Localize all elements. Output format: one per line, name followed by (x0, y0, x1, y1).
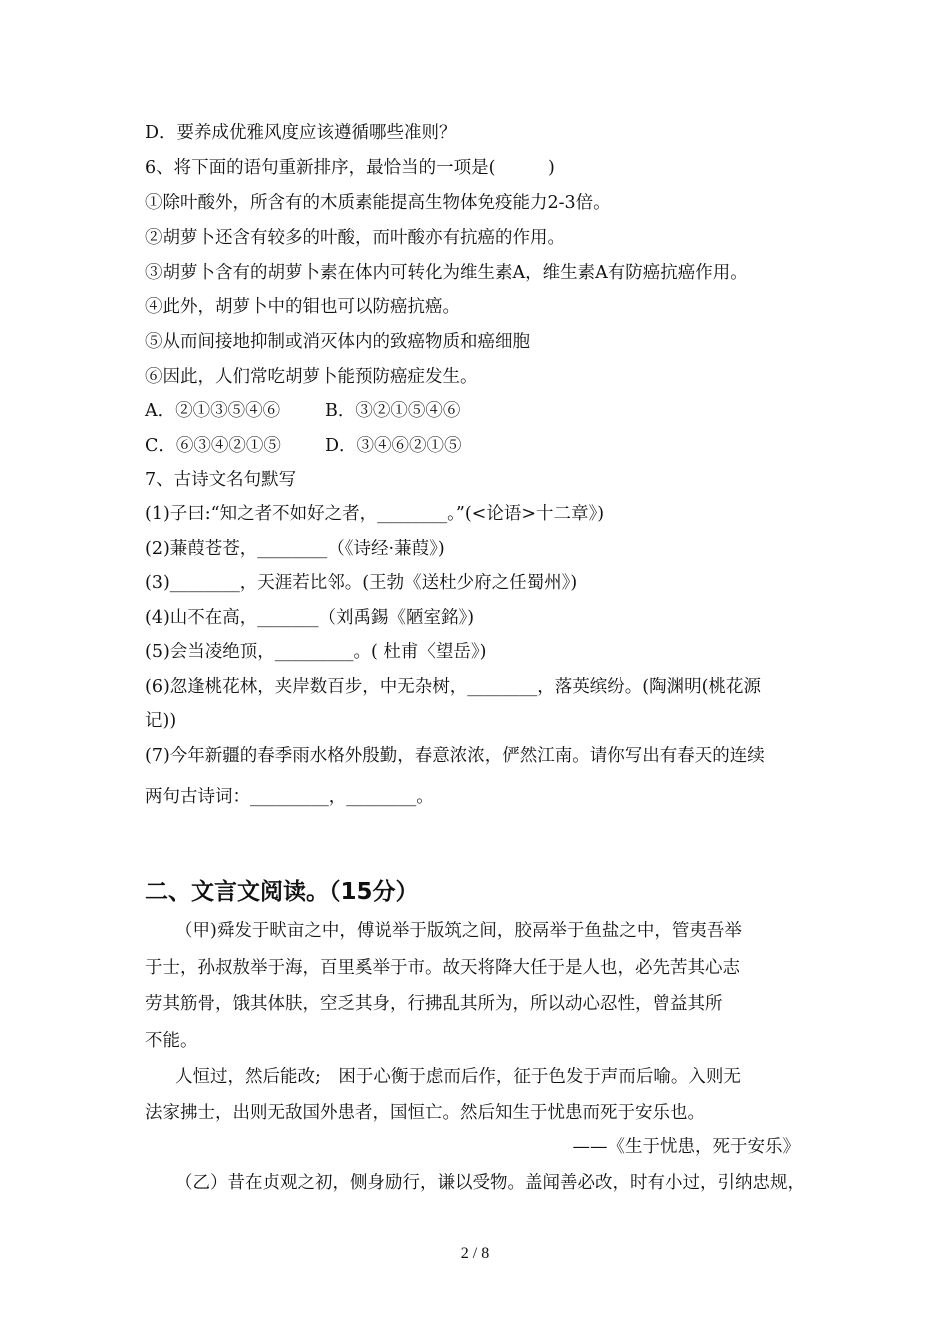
q7-item-3: (3)________，天涯若比邻。(王勃《送杜少府之任蜀州》) (145, 573, 578, 593)
q7-item-7: (7)今年新疆的春季雨水格外殷勤，春意浓浓，俨然江南。请你写出有春天的连续 (145, 746, 765, 766)
q6-sentence-3: ③胡萝卜含有的胡萝卜素在体内可转化为维生素A，维生素A有防癌抗癌作用。 (145, 263, 748, 283)
passage-jia-line-5: 人恒过，然后能改; 困于心衡于虑而后作，征于色发于声而后喻。入则无 (175, 1067, 741, 1087)
q7-item-1: (1)子曰:“知之者不如好之者，________。”(<论语>十二章》) (145, 504, 605, 524)
q6-options-row-1 (145, 399, 460, 423)
q7-item-4: (4)山不在高，_______（刘禹錫《陋室銘》) (145, 608, 475, 628)
q6-option-d: D．③④⑥②①⑤ (325, 436, 462, 456)
q6-option-c: C．⑥③④②①⑤ (145, 436, 281, 456)
page-number: 2 / 8 (460, 1245, 490, 1262)
passage-jia-line-2: 于士，孙叔敖举于海，百里奚举于市。故天将降大任于是人也，必先苦其心志 (145, 958, 740, 978)
section-2-heading: 二、文言文阅读。（15分） (145, 879, 419, 905)
q7-item-7-cont: 两句古诗词：_________，________。 (145, 787, 434, 807)
q5-option-d: D．要养成优雅风度应该遵循哪些准则？ (145, 123, 457, 143)
q6-sentence-5: ⑤从而间接地抑制或消灭体内的致癌物质和癌细胞 (145, 332, 530, 352)
q6-sentence-6: ⑥因此，人们常吃胡萝卜能预防癌症发生。 (145, 367, 478, 387)
q6-options-row-2 (145, 434, 462, 458)
passage-jia-line-3: 劳其筋骨，饿其体肤，空乏其身，行拂乱其所为，所以动心忍性，曾益其所 (145, 994, 723, 1014)
passage-jia-line-1: （甲)舜发于畎亩之中，傅说举于版筑之间，胶鬲举于鱼盐之中，管夷吾举 (175, 921, 742, 941)
q6-sentence-2: ②胡萝卜还含有较多的叶酸，而叶酸亦有抗癌的作用。 (145, 228, 565, 248)
q6-option-a: A．②①③⑤④⑥ (145, 401, 281, 421)
q6-option-b: B．③②①⑤④⑥ (325, 401, 461, 421)
passage-jia-line-4: 不能。 (145, 1031, 198, 1051)
passage-jia-line-6: 法家拂士，出则无敌国外患者，国恒亡。然后知生于忧患而死于安乐也。 (145, 1103, 705, 1123)
q7-item-6-cont: 记)) (145, 711, 177, 731)
passage-source: ——《生于忧患，死于安乐》 (572, 1137, 800, 1157)
q6-sentence-4: ④此外，胡萝卜中的钼也可以防癌抗癌。 (145, 297, 460, 317)
q7-title: 7、古诗文名句默写 (145, 470, 297, 490)
q7-item-2: (2)蒹葭苍苍，________（《诗经·蒹葭》) (145, 539, 445, 559)
q6-question: 6、将下面的语句重新排序，最恰当的一项是( ) (145, 158, 555, 178)
q7-item-6: (6)忽逢桃花林，夹岸数百步，中无杂树，________，落英缤纷。(陶渊明(桃花源 (145, 677, 761, 697)
q6-sentence-1: ①除叶酸外，所含有的木质素能提高生物体免疫能力2-3倍。 (145, 193, 611, 213)
passage-yi-line-1: （乙）昔在贞观之初，侧身励行，谦以受物。盖闻善必改，时有小过，引纳忠规， (175, 1173, 805, 1193)
q7-item-5: (5)会当凌绝顶，_________。( 杜甫〈望岳》) (145, 642, 487, 662)
